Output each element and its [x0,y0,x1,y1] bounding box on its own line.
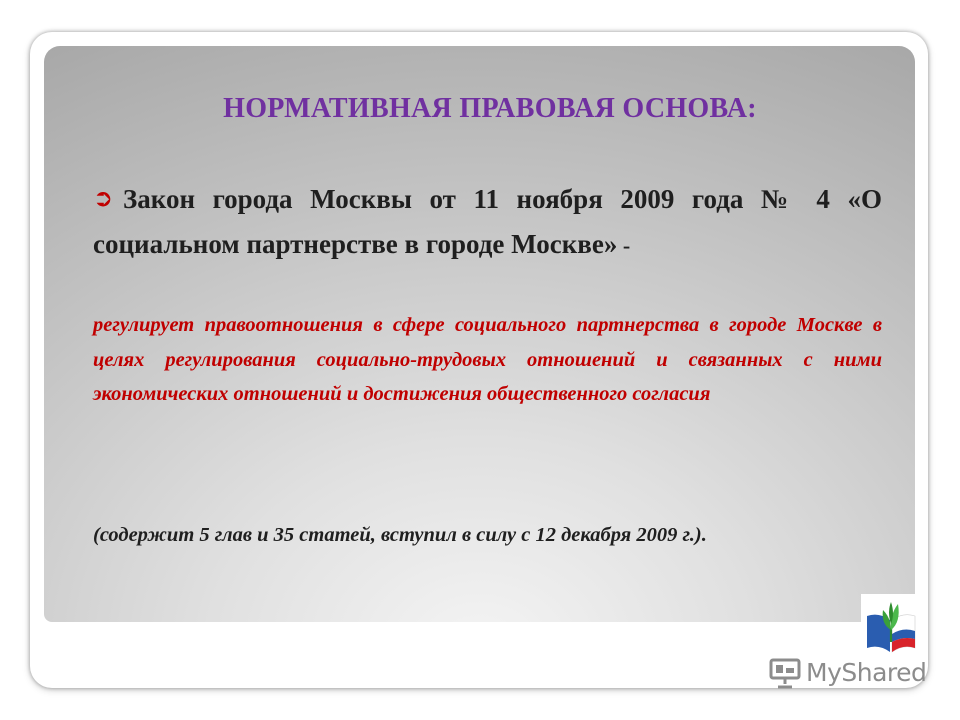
law-separator: - [617,233,631,258]
law-note: (содержит 5 глав и 35 статей, вступил в силу с 12 декабря 2009 г.). [93,524,707,546]
book-sprout-emblem-icon [861,594,921,662]
curved-arrow-bullet-icon: ➲ [93,184,114,212]
page-title: НОРМАТИВНАЯ ПРАВОВАЯ ОСНОВА: [223,93,757,124]
watermark [768,656,928,692]
law-name: Закон города Москвы от 11 ноября 2009 года № 4 «О социальном партнерстве в городе Москве» [93,184,882,259]
law-description: регулирует правоотношения в сфере социального партнерства в городе Москве в целях регулирования социально-трудовых отношений и связанных с ними экономических отношений и достижения общественного согласия [93,314,882,405]
law-reference [93,176,882,268]
watermark-text: MyShared [806,658,927,687]
presentation-screen-icon [768,656,802,690]
